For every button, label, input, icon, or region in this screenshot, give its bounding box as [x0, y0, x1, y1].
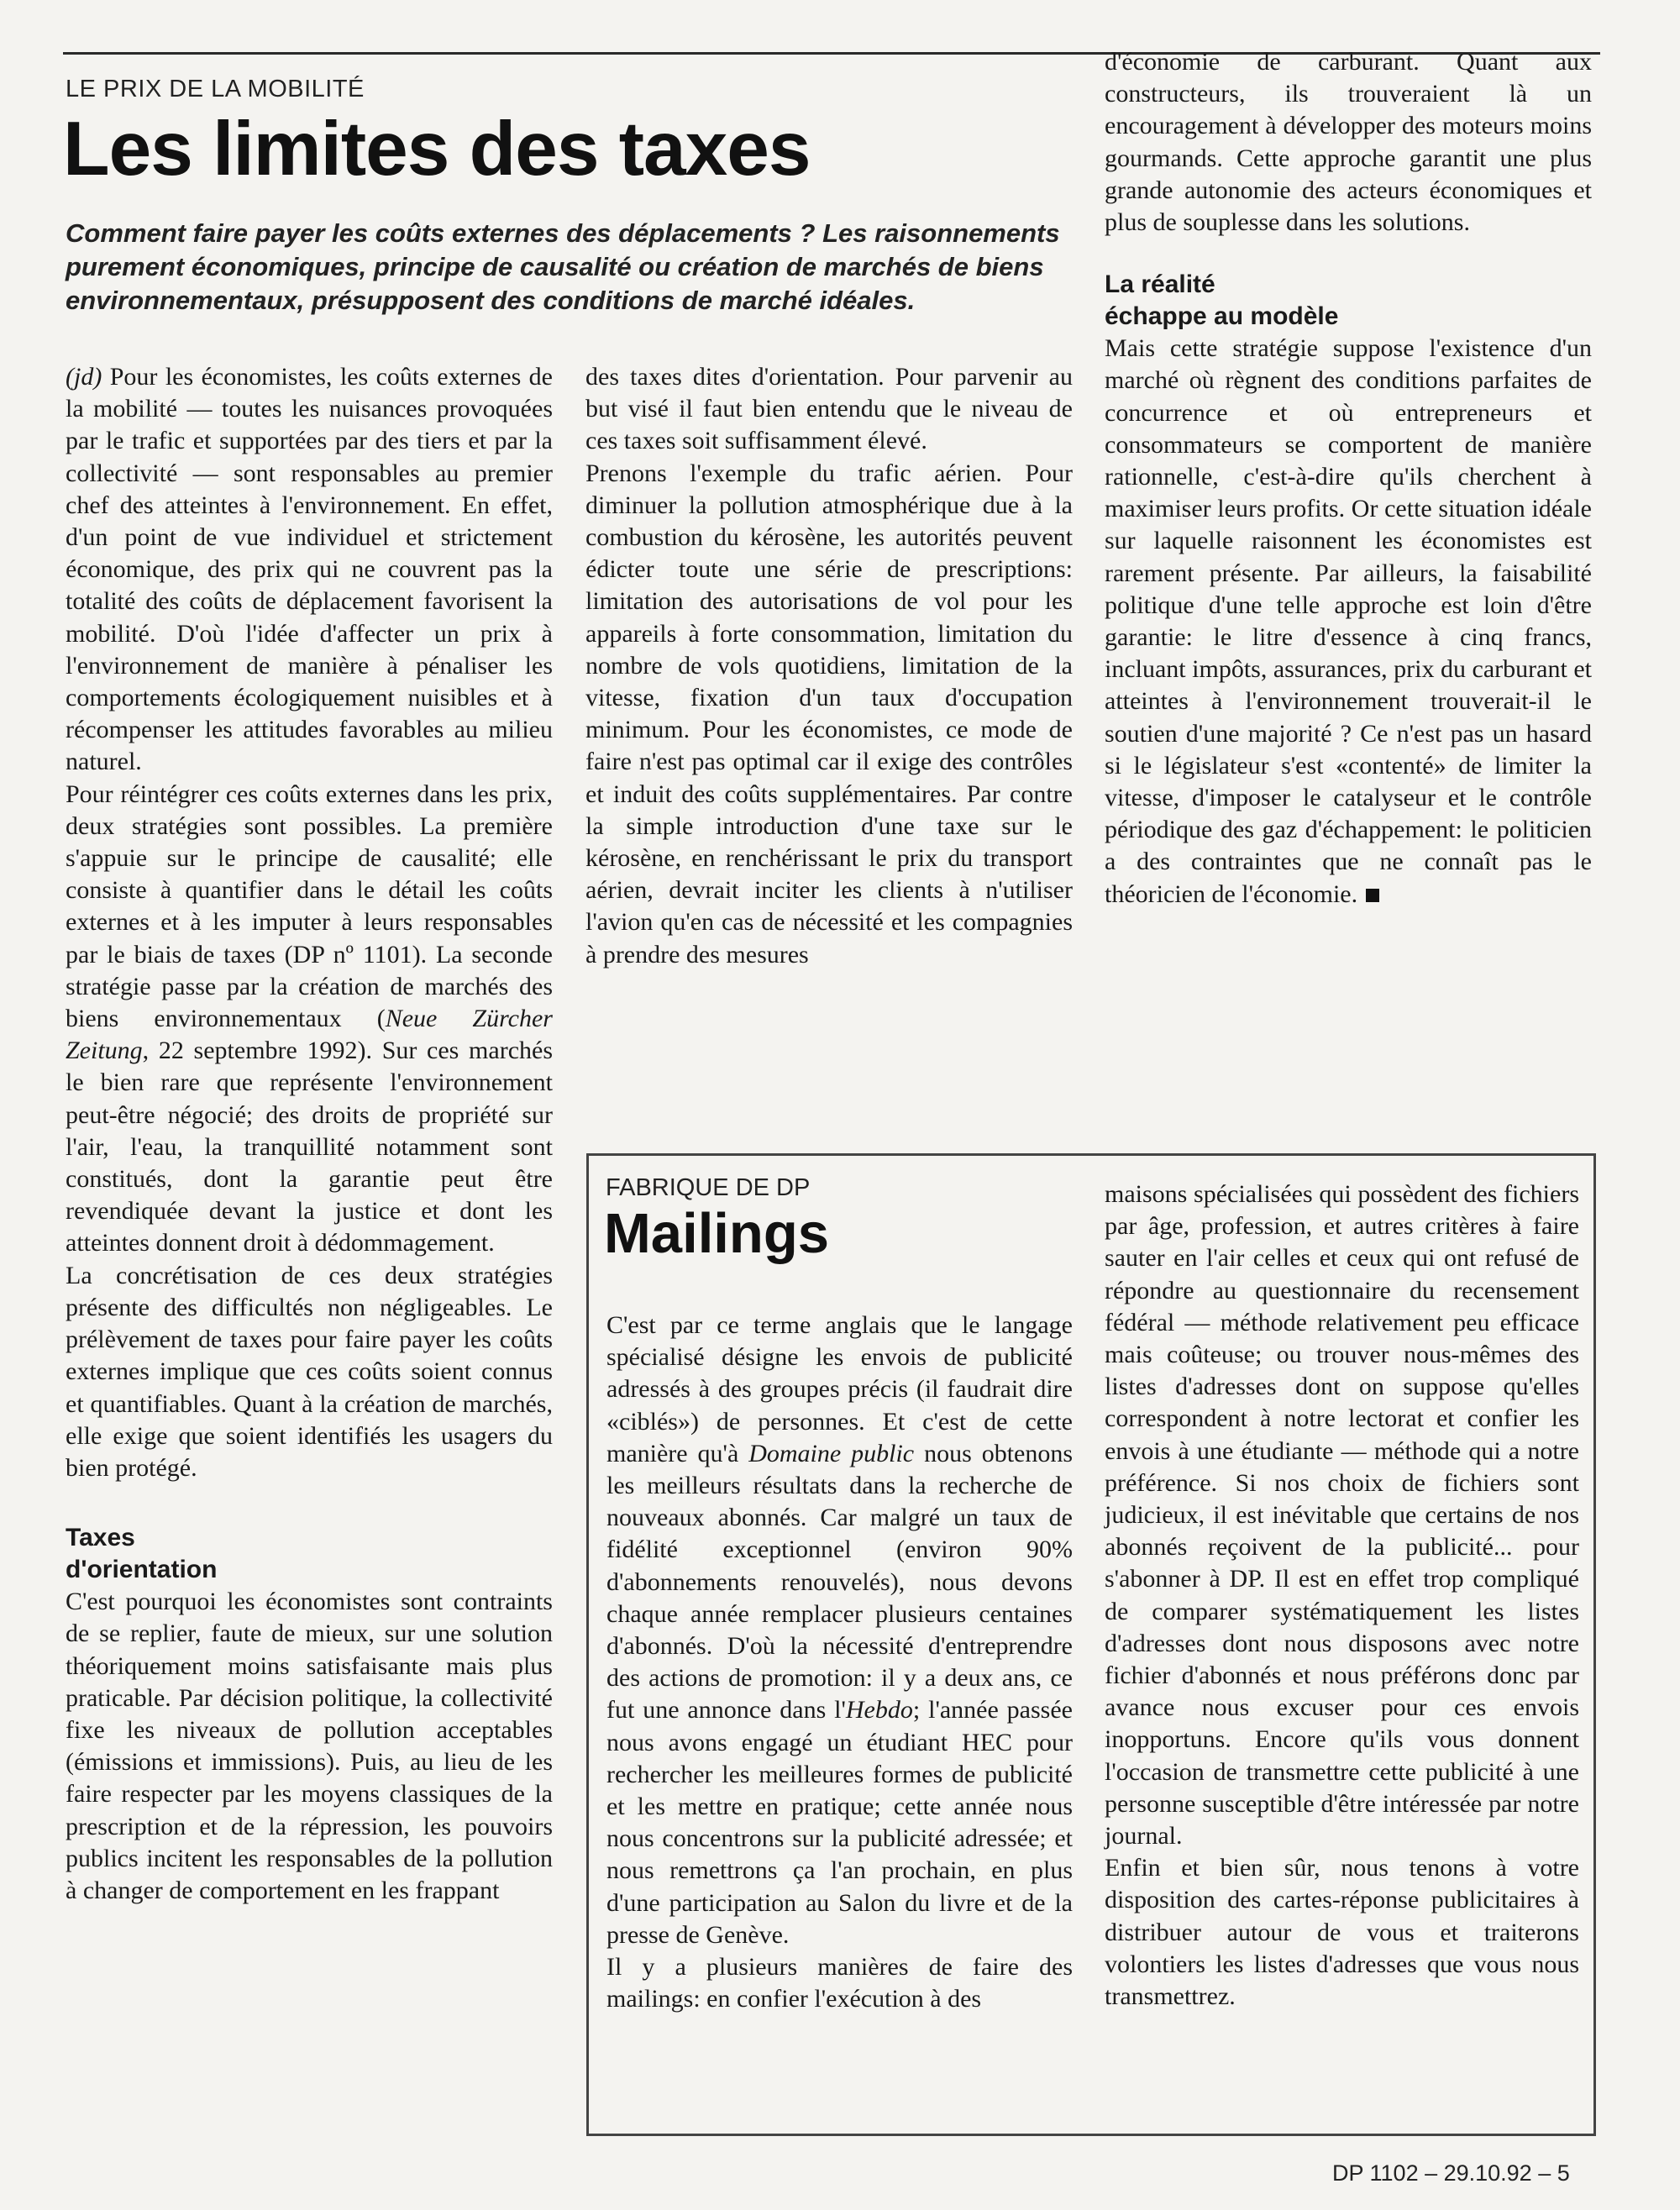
magazine-name: Hebdo [845, 1696, 913, 1724]
article-column-3 [1105, 46, 1592, 911]
sidebar-column-2 [1105, 1178, 1579, 2013]
article-paragraph: La concrétisation de ces deux stratégies présente des difficultés non négligeables. Le prélèvement de taxes pour faire payer les coûts externes implique que ces coûts soient connus et quantifiables. Quant à la création de marchés, elle exige que soient identifiés les usagers du bien protégé. [66, 1261, 553, 1482]
article-paragraph: Prenons l'exemple du trafic aérien. Pour diminuer la pollution atmosphérique due à la combustion du kérosène, les autorités peuvent édicter toute une série de prescriptions: limitation des autorisations de vol pour les appareils à forte consommation, limitation du nombre de vols quotidiens, limitation de la vitesse, fixation d'un taux d'occupation minimum. Pour les économistes, ce mode de faire n'est pas optimal car il exige des contrôles et induit des coûts supplémentaires. Par contre la simple introduction d'une taxe sur le kérosène, en renchérissant le prix du transport aérien, devrait inciter les clients à n'utiliser l'avion qu'en cas de nécessité et les compagnies à prendre des mesures [585, 459, 1073, 969]
sidebar-title: Mailings [604, 1202, 830, 1265]
end-of-article-mark [1366, 889, 1379, 902]
sidebar-paragraph: Enfin et bien sûr, nous tenons à votre disposition des cartes-réponse publicitaires à distribuer autour de vous et traiterons volontiers les listes d'adresses que vous nous transmettrez. [1105, 1854, 1579, 2011]
page-folio: DP 1102 – 29.10.92 – 5 [1332, 2160, 1570, 2186]
subheading-taxes: Taxes d'orientation [66, 1524, 218, 1584]
sidebar-paragraph: Il y a plusieurs manières de faire des mailings: en confier l'exécution à des [606, 1953, 1073, 2013]
author-initials: (jd) [66, 363, 102, 391]
article-paragraph: C'est pourquoi les économistes sont contraints de se replier, faute de mieux, sur une solution théoriquement moins satisfaisante mais plus praticable. Par décision politique, la collectivité fixe les niveaux de pollution acceptables (émissions et immissions). Puis, au lieu de les faire respecter par les moyens classiques de la prescription et de la répression, les pouvoirs publics incitent les responsables de la pollution à changer de comportement en les frappant [66, 1588, 553, 1904]
article-paragraph: (jd) Pour les économistes, les coûts externes de la mobilité — toutes les nuisances provoquées par le trafic et supportées par des tiers et par la collectivité — sont responsables au premier chef des atteintes à l'environnement. En effet, d'un point de vue individuel et strictement économique, des prix qui ne couvrent pas la totalité des coûts de déplacement favorisent la mobilité. D'où l'idée d'affecter un prix à l'environnement de manière à pénaliser les comportements écologiquement nuisibles et à récompenser les attitudes favorables au milieu naturel. [66, 363, 553, 776]
publication-name: Domaine public [748, 1439, 915, 1467]
sidebar-kicker: FABRIQUE DE DP [606, 1174, 811, 1201]
sidebar-paragraph: maisons spécialisées qui possèdent des fichiers par âge, profession, et autres critères à faire sauter en l'air celles et ceux qui ont refusé de répondre au questionnaire du recensement fédéral — méthode relativement peu efficace mais coûteuse; ou trouver nous-mêmes des listes d'adresses dont on suppose qu'elles correspondent à notre lectorat et confier les envois à une étudiante — méthode qui a notre préférence. Si nos choix de fichiers sont judicieux, il est inévitable que certains de nos abonnés reçoivent de la publicité... pour s'abonner à DP. Il est en effet trop compliqué de comparer systématiquement les listes d'adresses dont nous disposons avec notre fichier d'abonnés et nous préférons donc par avance nous excuser pour ces envois inopportuns. Encore qu'ils vous donnent l'occasion de transmettre cette publicité à une personne susceptible d'être intéressée par notre journal. [1105, 1180, 1579, 1850]
sidebar-column-1 [606, 1310, 1073, 2015]
article-paragraph: d'économie de carburant. Quant aux constructeurs, ils trouveraient là un encouragement à développer des moteurs moins gourmands. Cette approche garantit une plus grande autonomie des acteurs économiques et plus de souplesse dans les solutions. [1105, 48, 1592, 237]
article-kicker: LE PRIX DE LA MOBILITÉ [66, 76, 365, 102]
article-lede: Comment faire payer les coûts externes des déplacements ? Les raisonnements purement économiques, principe de causalité ou création de marchés de biens environnementaux, présupposent des conditions de marché idéales. [66, 218, 1060, 315]
article-paragraph: des taxes dites d'orientation. Pour parvenir au but visé il faut bien entendu que le niveau de ces taxes soit suffisamment élevé. [585, 363, 1073, 455]
article-paragraph: Mais cette stratégie suppose l'existence d'un marché où règnent des conditions parfaites de concurrence et où entrepreneurs et consommateurs se comportent de manière rationnelle, c'est-à-dire qu'ils cherchent à maximiser leurs profits. Or cette situation idéale sur laquelle raisonnent les économistes est rarement présente. Par ailleurs, la faisabilité politique d'une telle approche est loin d'être garantie: le litre d'essence à cinq francs, incluant impôts, assurances, prix du carburant et atteintes à l'environnement trouverait-il le soutien d'une majorité ? Ce n'est pas un hasard si le législateur s'est «contenté» de limiter la vitesse, d'imposer le catalyseur et le contrôle périodique des gaz d'échappement: le politicien a des contraintes que ne connaît pas le théoricien de l'économie. [1105, 334, 1592, 908]
article-column-2 [585, 361, 1073, 971]
newspaper-reference: Neue Zürcher Zeitung [66, 1005, 553, 1065]
article-paragraph: Pour réintégrer ces coûts externes dans les prix, deux stratégies sont possibles. La première s'appuie sur le principe de causalité; elle consiste à quantifier dans le détail les coûts externes et à les imputer à leurs responsables par le biais de taxes (DP nº 1101). La seconde stratégie passe par la création de marchés des biens environnementaux (Neue Zürcher Zeitung, 22 septembre 1992). Sur ces marchés le bien rare que représente l'environnement peut-être négocié; des droits de propriété sur l'air, l'eau, la tranquillité notamment sont constitués, dont la garantie peut être revendiquée devant la justice et dont les atteintes donnent droit à dédommagement. [66, 780, 553, 1257]
article-title: Les limites des taxes [63, 107, 811, 192]
subheading-realite: La réalité échappe au modèle [1105, 270, 1339, 331]
sidebar-paragraph: C'est par ce terme anglais que le langage spécialisé désigne les envois de publicité adressés à des groupes précis (il faudrait dire «ciblés») de personnes. Et c'est de cette manière qu'à Domaine public nous obtenons les meilleurs résultats dans la recherche de nouveaux abonnés. Car malgré un taux de fidélité exceptionnel (environ 90% d'abonnements renouvelés), nous devons chaque année remplacer plusieurs centaines d'abonnés. D'où la nécessité d'entreprendre des actions de promotion: il y a deux ans, ce fut une annonce dans l'Hebdo; l'année passée nous avons engagé un étudiant HEC pour rechercher les meilleures formes de publicité et les mettre en pratique; cette année nous nous concentrons sur la publicité adressée; et nous remettrons ça l'an prochain, en plus d'une participation au Salon du livre et de la presse de Genève. [606, 1311, 1074, 1949]
article-column-1 [66, 361, 553, 1907]
